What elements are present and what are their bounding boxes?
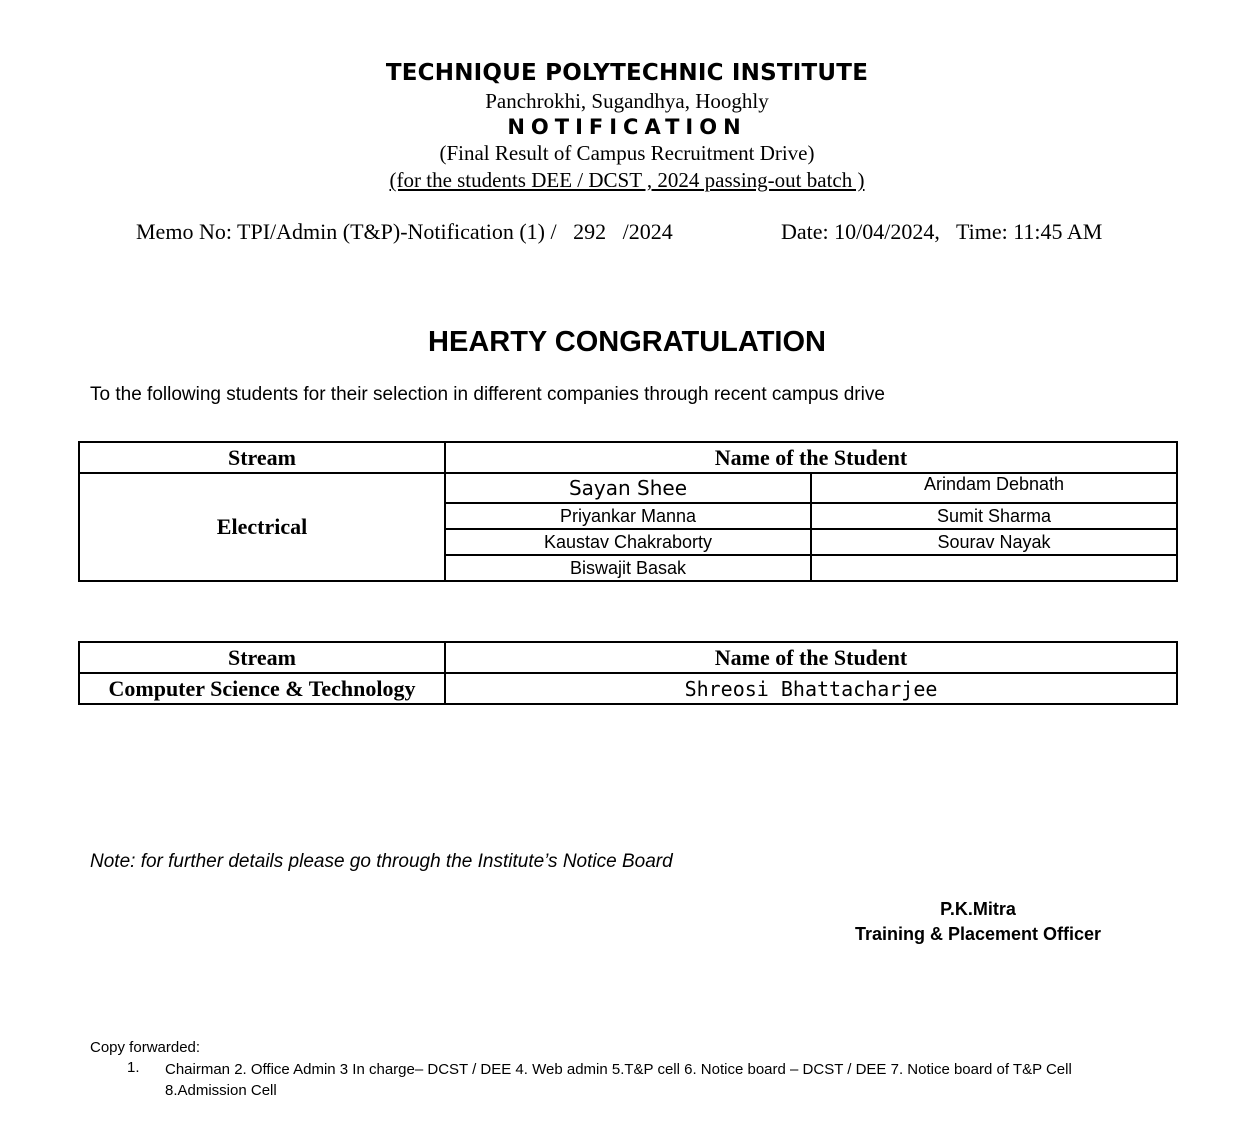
copy-list-number: 1. bbox=[127, 1059, 140, 1076]
student-name-cell: Sourav Nayak bbox=[811, 529, 1177, 555]
student-name-cell: Sumit Sharma bbox=[811, 503, 1177, 529]
stream-header: Stream bbox=[79, 642, 445, 673]
cst-table bbox=[78, 641, 1178, 705]
student-name-cell: Kaustav Chakraborty bbox=[445, 529, 811, 555]
signatory-title: Training & Placement Officer bbox=[854, 924, 1102, 944]
institute-address: Panchrokhi, Sugandhya, Hooghly bbox=[485, 89, 769, 113]
signatory-name: P.K.Mitra bbox=[940, 899, 1016, 919]
electrical-table bbox=[78, 441, 1178, 582]
notification-subtitle: (Final Result of Campus Recruitment Drive) bbox=[439, 141, 815, 165]
page-heading: HEARTY CONGRATULATION bbox=[428, 326, 826, 358]
batch-line-text: (for the students DEE / DCST , 2024 passing-out batch ) bbox=[389, 168, 865, 192]
table-row bbox=[79, 473, 1177, 503]
copy-recipients: Chairman 2. Office Admin 3 In charge– DCST / DEE 4. Web admin 5.T&P cell 6. Notice board – DCST / DEE 7. Notice board of T&P Cell 8.Admission Cell bbox=[165, 1061, 1072, 1099]
copy-forwarded-label: Copy forwarded: bbox=[90, 1039, 201, 1056]
memo-date-time: Date: 10/04/2024, Time: 11:45 AM bbox=[781, 219, 1103, 244]
student-name-header: Name of the Student bbox=[445, 642, 1177, 673]
student-name-cell: Priyankar Manna bbox=[445, 503, 811, 529]
student-name-cell: Arindam Debnath bbox=[811, 473, 1177, 503]
intro-text: To the following students for their selection in different companies through recent campus drive bbox=[90, 384, 885, 405]
table-header-row bbox=[79, 642, 1177, 673]
notification-title: NOTIFICATION bbox=[507, 115, 747, 139]
table-row bbox=[79, 673, 1177, 704]
note-text: Note: for further details please go through the Institute’s Notice Board bbox=[90, 851, 673, 872]
student-name-cell: Biswajit Basak bbox=[445, 555, 811, 581]
batch-line bbox=[0, 168, 1239, 193]
student-name-cell: Sayan Shee bbox=[445, 473, 811, 503]
student-name-cell bbox=[811, 555, 1177, 581]
student-name-header: Name of the Student bbox=[445, 442, 1177, 473]
stream-cell-electrical: Electrical bbox=[79, 473, 445, 581]
student-name-cell: Shreosi Bhattacharjee bbox=[445, 673, 1177, 704]
table-header-row bbox=[79, 442, 1177, 473]
stream-cell-cst: Computer Science & Technology bbox=[79, 673, 445, 704]
stream-header: Stream bbox=[79, 442, 445, 473]
memo-number: Memo No: TPI/Admin (T&P)-Notification (1) / 292 /2024 bbox=[136, 219, 673, 244]
institute-name: TECHNIQUE POLYTECHNIC INSTITUTE bbox=[385, 60, 869, 86]
